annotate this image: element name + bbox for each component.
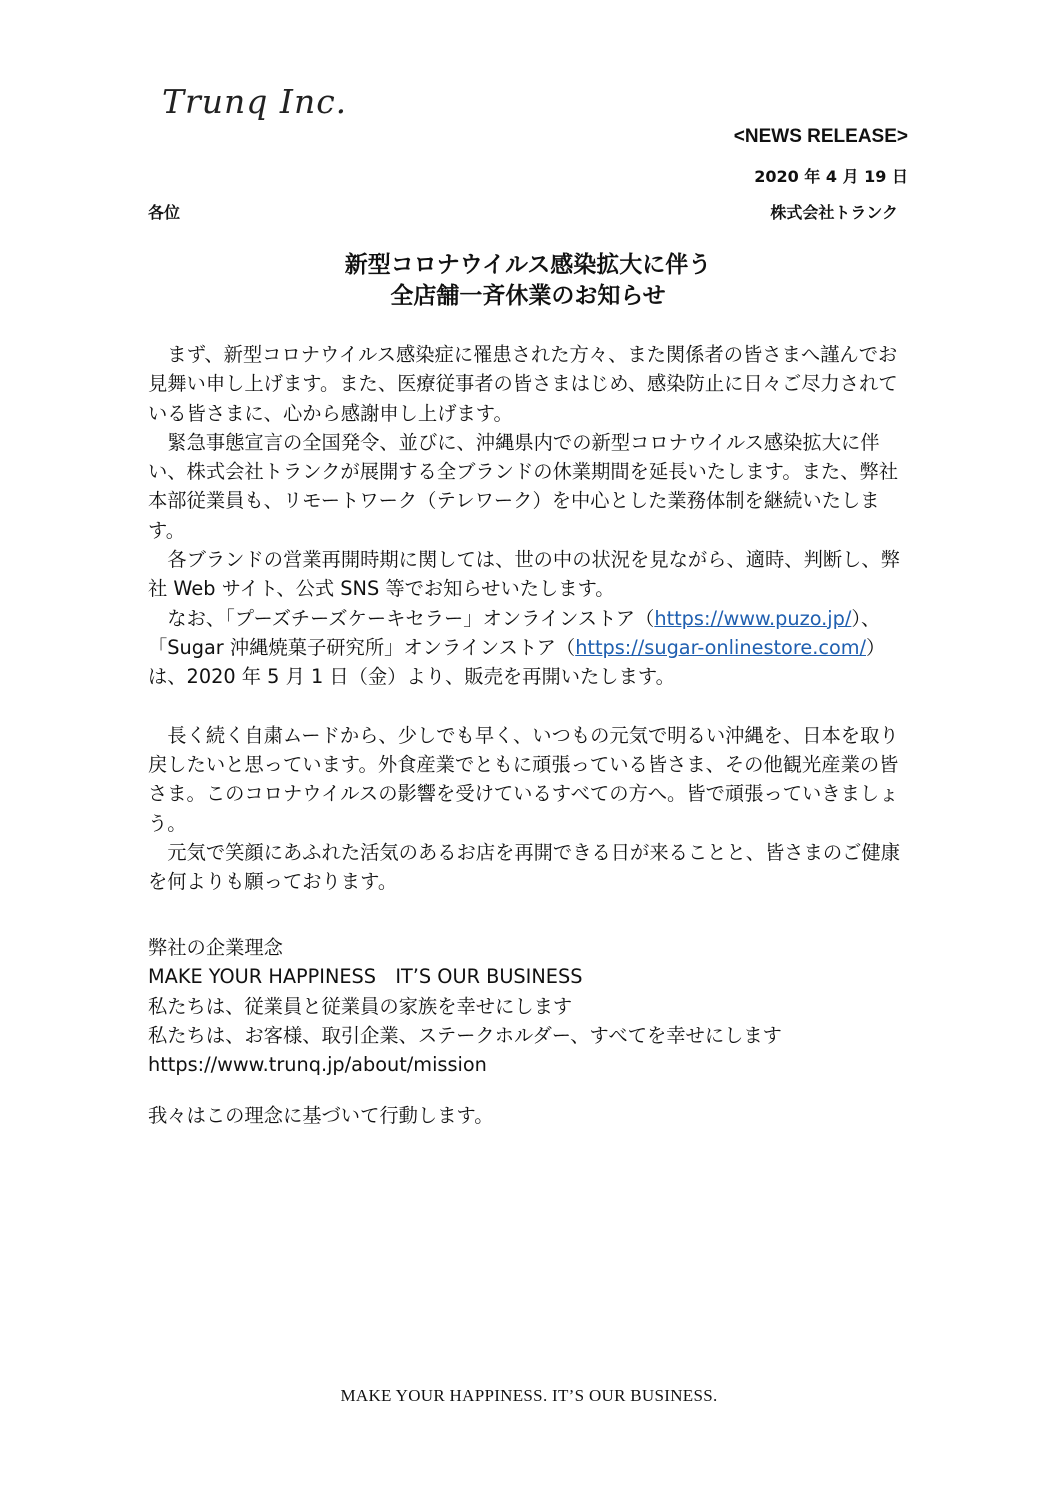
mission-line-1: 私たちは、従業員と従業員の家族を幸せにします [148, 994, 573, 1018]
mission-heading: 弊社の企業理念 [148, 936, 283, 959]
sugar-store-link[interactable]: https://sugar-onlinestore.com/ [575, 635, 867, 659]
company-name: 株式会社トランク [770, 203, 898, 222]
footer-slogan: MAKE YOUR HAPPINESS. IT’S OUR BUSINESS. [340, 1386, 718, 1405]
paragraph-encouragement: 長く続く自粛ムードから、少しでも早く、いつもの元気で明るい沖縄を、日本を取り戻したいと思っています。外食産業でともに頑張っている皆さま、その他観光産業の皆さま。このコロナウイルスの影響を受けているすべての方へ。皆で頑張っていきましょう。 [148, 723, 899, 835]
spacer [148, 692, 910, 721]
paragraph-wishes: 元気で笑顔にあふれた活気のあるお店を再開できる日が来ることと、皆さまのご健康を何よりも願っております。 [148, 841, 900, 894]
title-line-2: 全店舗一斉休業のお知らせ [390, 283, 666, 309]
title-line-1: 新型コロナウイルス感染拡大に伴う [344, 252, 712, 278]
news-release-label: <NEWS RELEASE> [733, 126, 908, 147]
mission-section [148, 933, 910, 1079]
paragraph-closure-extension: 緊急事態宣言の全国発令、並びに、沖縄県内での新型コロナウイルス感染拡大に伴い、株式会社トランクが展開する全ブランドの休業期間を延長いたします。また、弊社本部従業員も、リモートワーク（テレワーク）を中心とした業務体制を継続いたします。 [148, 430, 899, 542]
online-stores-text-3: ）は、2020 年 5 月 1 日（金）より、販売を再開いたします。 [148, 635, 886, 689]
page-title [148, 250, 908, 312]
addressee: 各位 [148, 203, 181, 222]
company-logo: Trunq Inc. [162, 82, 348, 121]
online-stores-text-2: ）、「Sugar 沖縄焼菓子研究所」オンラインストア（ [148, 606, 881, 659]
mission-line-2: 私たちは、お客様、取引企業、ステークホルダー、すべてを幸せにします [148, 1023, 782, 1047]
paragraph-condolences: まず、新型コロナウイルス感染症に罹患された方々、また関係者の皆さまへ謹んでお見舞い申し上げます。また、医療従事者の皆さまはじめ、感染防止に日々ご尽力されている皆さまに、心から感謝申し上げます。 [148, 343, 898, 425]
mission-slogan: MAKE YOUR HAPPINESS IT’S OUR BUSINESS [148, 965, 583, 989]
paragraph-online-stores [148, 604, 910, 692]
online-stores-text-1: なお、「プーズチーズケーキセラー」オンラインストア（ [167, 606, 655, 630]
puzo-store-link[interactable]: https://www.puzo.jp/ [654, 606, 852, 630]
closing-statement: 我々はこの理念に基づいて行動します。 [148, 1104, 494, 1127]
mission-url: https://www.trunq.jp/about/mission [148, 1053, 487, 1077]
paragraph-reopening: 各ブランドの営業再開時期に関しては、世の中の状況を見ながら、適時、判断し、弊社 Web サイト、公式 SNS 等でお知らせいたします。 [148, 548, 900, 601]
announcement-body [148, 340, 910, 897]
release-date: 2020 年 4 月 19 日 [754, 167, 908, 186]
